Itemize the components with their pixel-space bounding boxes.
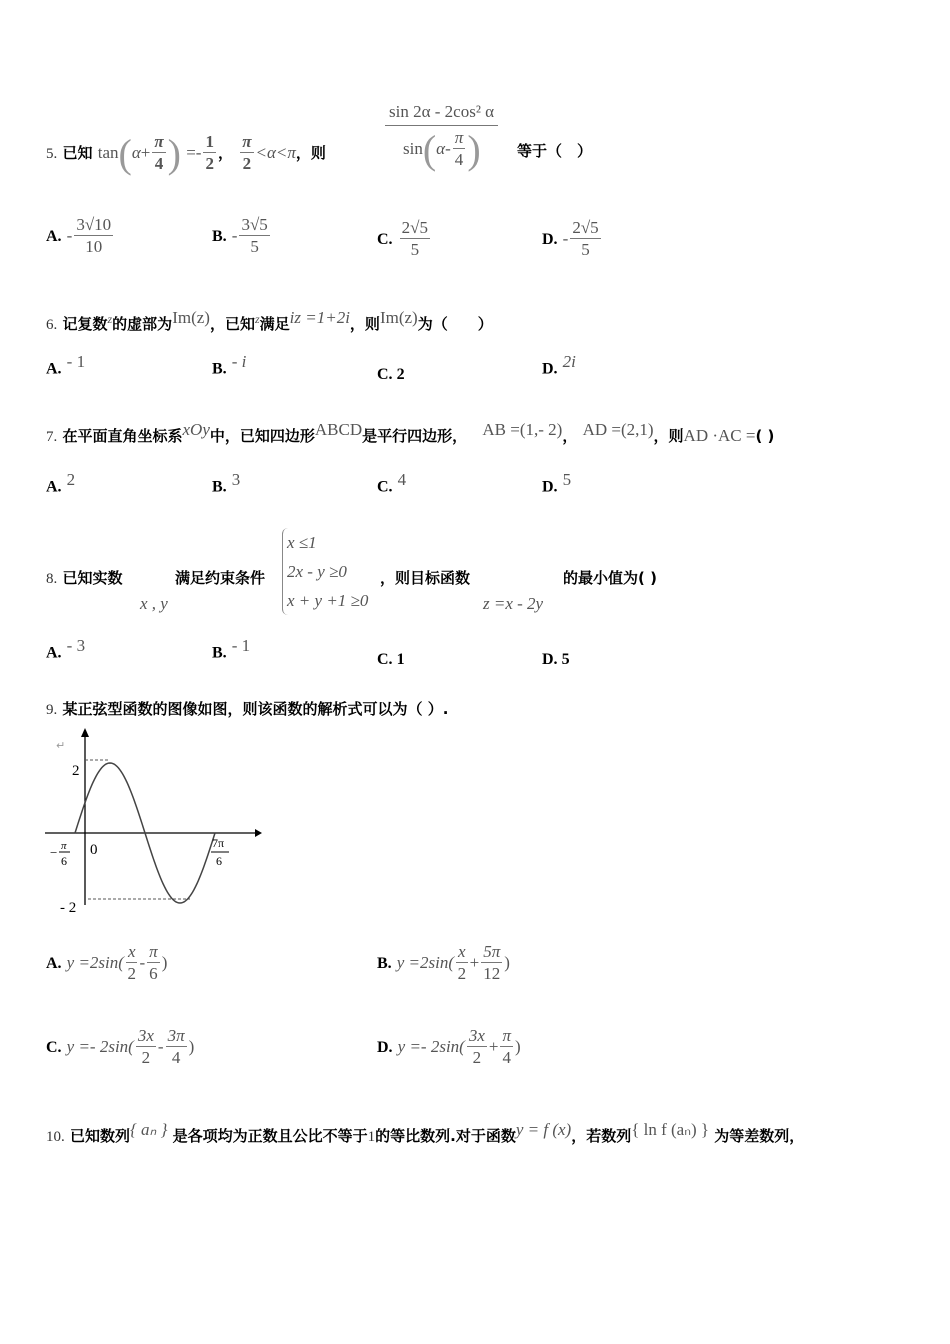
q5-option-c[interactable]: C. $\frac{2√5}{5}$: [377, 218, 428, 259]
svg-text:↵: ↵: [56, 739, 66, 752]
q7-option-a[interactable]: A. $^2$: [46, 470, 76, 496]
y-axis-arrow-icon: [81, 728, 89, 737]
q8-text: 满足约束条件: [175, 569, 266, 587]
q5-option-a[interactable]: A. - $\frac{3√10}{10}$: [46, 215, 112, 256]
q5-suffix: 等于（ ）: [517, 142, 593, 160]
q9-option-b[interactable]: B. y =2sin( $\frac{x}{2}$ + $\frac{5\pi}{12}$ ): [377, 942, 510, 983]
q6-option-b[interactable]: B. $^{- i}$: [212, 352, 247, 378]
question-8: 8. 已知实数: [46, 569, 123, 587]
q7-option-c[interactable]: C. $^4$: [377, 470, 407, 496]
q8-option-a[interactable]: A. $^{- 3}$: [46, 636, 86, 662]
q8-option-d[interactable]: D. 5: [542, 651, 570, 668]
x-axis-arrow-icon: [255, 829, 262, 837]
q8-option-b[interactable]: B. $^{- 1}$: [212, 636, 251, 662]
x-left-label: π: [61, 840, 67, 852]
q9-option-d[interactable]: D. y =- 2sin( $\frac{3x}{2}$ + $\frac{\pi}{4}$ ): [377, 1026, 521, 1067]
x-right-label: 7π: [212, 836, 225, 850]
svg-text:6: 6: [216, 854, 222, 868]
question-7: 7. 在平面直角坐标系$^{xOy}$中，已知四边形$^{ABCD}$是平行四边形， $^{AB =(1,- 2)}$， $^{AD =(2,1)}$，则AD ·AC =( ): [46, 420, 775, 445]
sine-graph: [30, 725, 270, 925]
question-9: 9. 某正弦型函数的图像如图，则该函数的解析式可以为（ ）.: [46, 700, 449, 718]
question-10: 10. 已知数列$^{\{ a_n \}}$ 是各项均为正数且公比不等于1的等比数列.对于函数$^{y = f (x)}$，若数列$^{\{ ln f (a_n) \}}$ 为等差数列，: [46, 1120, 805, 1145]
question-5: 5. 已知 tan(α+ $\frac{\pi}{4}$ ) =- $\frac{1}{2}$ ， $\frac{\pi}{2}$ <α<π，则: [46, 131, 326, 176]
origin-label: 0: [90, 842, 98, 858]
q5-big-fraction: sin 2α - 2cos² α sin(α- $\frac{\pi}{4}$ ): [385, 102, 498, 173]
q6-option-d[interactable]: D. $^{2i}$: [542, 352, 576, 378]
q5-option-b[interactable]: B. - $\frac{3√5}{5}$: [212, 215, 268, 256]
q8-text3: 的最小值为( ): [563, 569, 657, 587]
q8-objective: z =x - 2y: [483, 594, 544, 613]
q8-variables: x , y: [140, 594, 168, 613]
q5-option-d[interactable]: D. - $\frac{2√5}{5}$: [542, 218, 599, 259]
y-min-label: - 2: [60, 900, 77, 916]
svg-text:−: −: [50, 845, 58, 860]
q7-option-d[interactable]: D. $^5$: [542, 470, 572, 496]
q6-option-c[interactable]: C. 2: [377, 366, 405, 383]
q8-constraints: x ≤1 2x - y ≥0 x + y +1 ≥0: [282, 528, 368, 615]
q9-option-c[interactable]: C. y =- 2sin( $\frac{3x}{2}$ - $\frac{3\pi}{4}$ ): [46, 1026, 195, 1067]
q9-option-a[interactable]: A. y =2sin( $\frac{x}{2}$ - $\frac{\pi}{6}$ ): [46, 942, 168, 983]
q7-option-b[interactable]: B. $^3$: [212, 470, 241, 496]
q8-text2: ，则目标函数: [380, 569, 471, 587]
q8-option-c[interactable]: C. 1: [377, 651, 405, 668]
svg-text:6: 6: [61, 854, 67, 868]
q6-option-a[interactable]: A. $^{- 1}$: [46, 352, 86, 378]
y-max-label: 2: [72, 763, 80, 779]
question-6: 6. 记复数$^z$的虚部为$^{Im(z)}$，已知$^z$满足$^{iz =1+2i}$，则$^{Im(z)}$为（ ）: [46, 308, 493, 333]
